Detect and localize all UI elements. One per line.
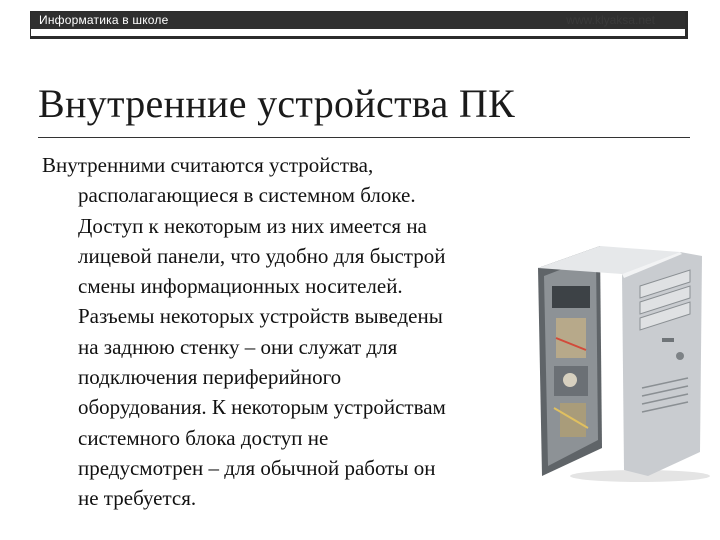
- body-line: Разъемы некоторых устройств выведены: [78, 304, 443, 329]
- body-line: подключения периферийного: [78, 365, 342, 390]
- site-label: www.klyaksa.net: [566, 13, 655, 27]
- body-line: Внутренними считаются устройства,: [42, 153, 374, 177]
- body-line: системного блока доступ не: [78, 425, 329, 450]
- header-bar: [30, 11, 688, 39]
- slide-title: Внутренние устройства ПК: [38, 81, 516, 126]
- course-label: Информатика в школе: [39, 13, 169, 27]
- body-line: предусмотрен – для обычной работы он: [78, 455, 436, 480]
- body-line: оборудования. К некоторым устройствам: [78, 395, 446, 420]
- body-line: располагающиеся в системном блоке.: [78, 183, 416, 208]
- body-line: на заднюю стенку – они служат для: [78, 334, 398, 359]
- computer-case-icon: [530, 238, 710, 483]
- body-line: лицевой панели, что удобно для быстрой: [78, 243, 446, 268]
- body-line: не требуется.: [78, 486, 197, 511]
- slide-body: [42, 150, 542, 514]
- title-divider: [38, 137, 690, 138]
- body-line: смены информационных носителей.: [78, 274, 403, 299]
- body-line: Доступ к некоторым из них имеется на: [78, 213, 427, 238]
